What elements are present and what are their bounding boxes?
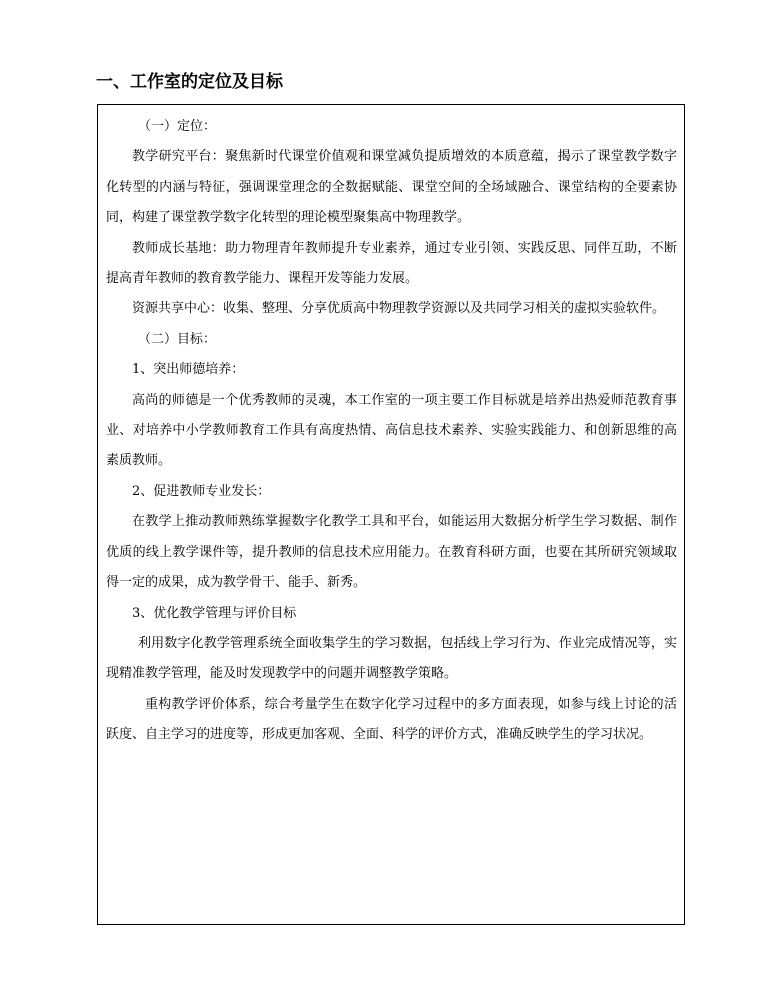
goal-3-paragraph-2: 重构教学评价体系，综合考量学生在数字化学习过程中的多方面表现，如参与线上讨论的活跃度、自主学习的进度等，形成更加客观、全面、科学的评价方式，准确反映学生的学习状况。 bbox=[106, 696, 677, 743]
goal-2-paragraph: 在教学上推动教师熟练掌握数字化教学工具和平台，如能运用大数据分析学生学习数据、制作优质的线上教学课件等，提升教师的信息技术应用能力。在教育科研方面，也要在其所研究领域取得一定的成果，成为教学骨干、能手、新秀。 bbox=[106, 514, 677, 591]
goal-1-paragraph: 高尚的师德是一个优秀教师的灵魂，本工作室的一项主要工作目标就是培养出热爱师范教育事业、对培养中小学教师教育工作具有高度热情、高信息技术素养、实验实践能力、和创新思维的高素质教师。 bbox=[106, 392, 677, 469]
goals-heading: （二）目标： bbox=[138, 331, 217, 347]
section-title: 一、工作室的定位及目标 bbox=[96, 72, 283, 92]
goal-2-title: 2、促进教师专业发长： bbox=[132, 483, 271, 499]
positioning-heading: （一）定位： bbox=[138, 119, 217, 134]
content-body bbox=[106, 112, 677, 751]
goal-1-title: 1、突出师德培养： bbox=[132, 362, 245, 378]
goal-3-paragraph-1: 利用数字化教学管理系统全面收集学生的学习数据，包括线上学习行为、作业完成情况等，实现精准教学管理，能及时发现教学中的问题并调整教学策略。 bbox=[106, 635, 677, 682]
teaching-research-paragraph: 教学研究平台：聚焦新时代课堂价值观和课堂减负提质增效的本质意蕴，揭示了课堂教学数字化转型的内涵与特征，强调课堂理念的全数据赋能、课堂空间的全场域融合、课堂结构的全要素协同，构建了课堂教学数字化转型的理论模型聚集高中物理教学。 bbox=[106, 149, 677, 226]
content-table-cell bbox=[97, 104, 685, 925]
resource-sharing-paragraph: 资源共享中心：收集、整理、分享优质高中物理教学资源以及共同学习相关的虚拟实验软件。 bbox=[132, 301, 666, 317]
goal-3-title: 3、优化教学管理与评价目标 bbox=[132, 605, 297, 621]
teacher-growth-paragraph: 教师成长基地：助力物理青年教师提升专业素养，通过专业引领、实践反思、同伴互助，不断提高青年教师的教育教学能力、课程开发等能力发展。 bbox=[106, 240, 677, 287]
